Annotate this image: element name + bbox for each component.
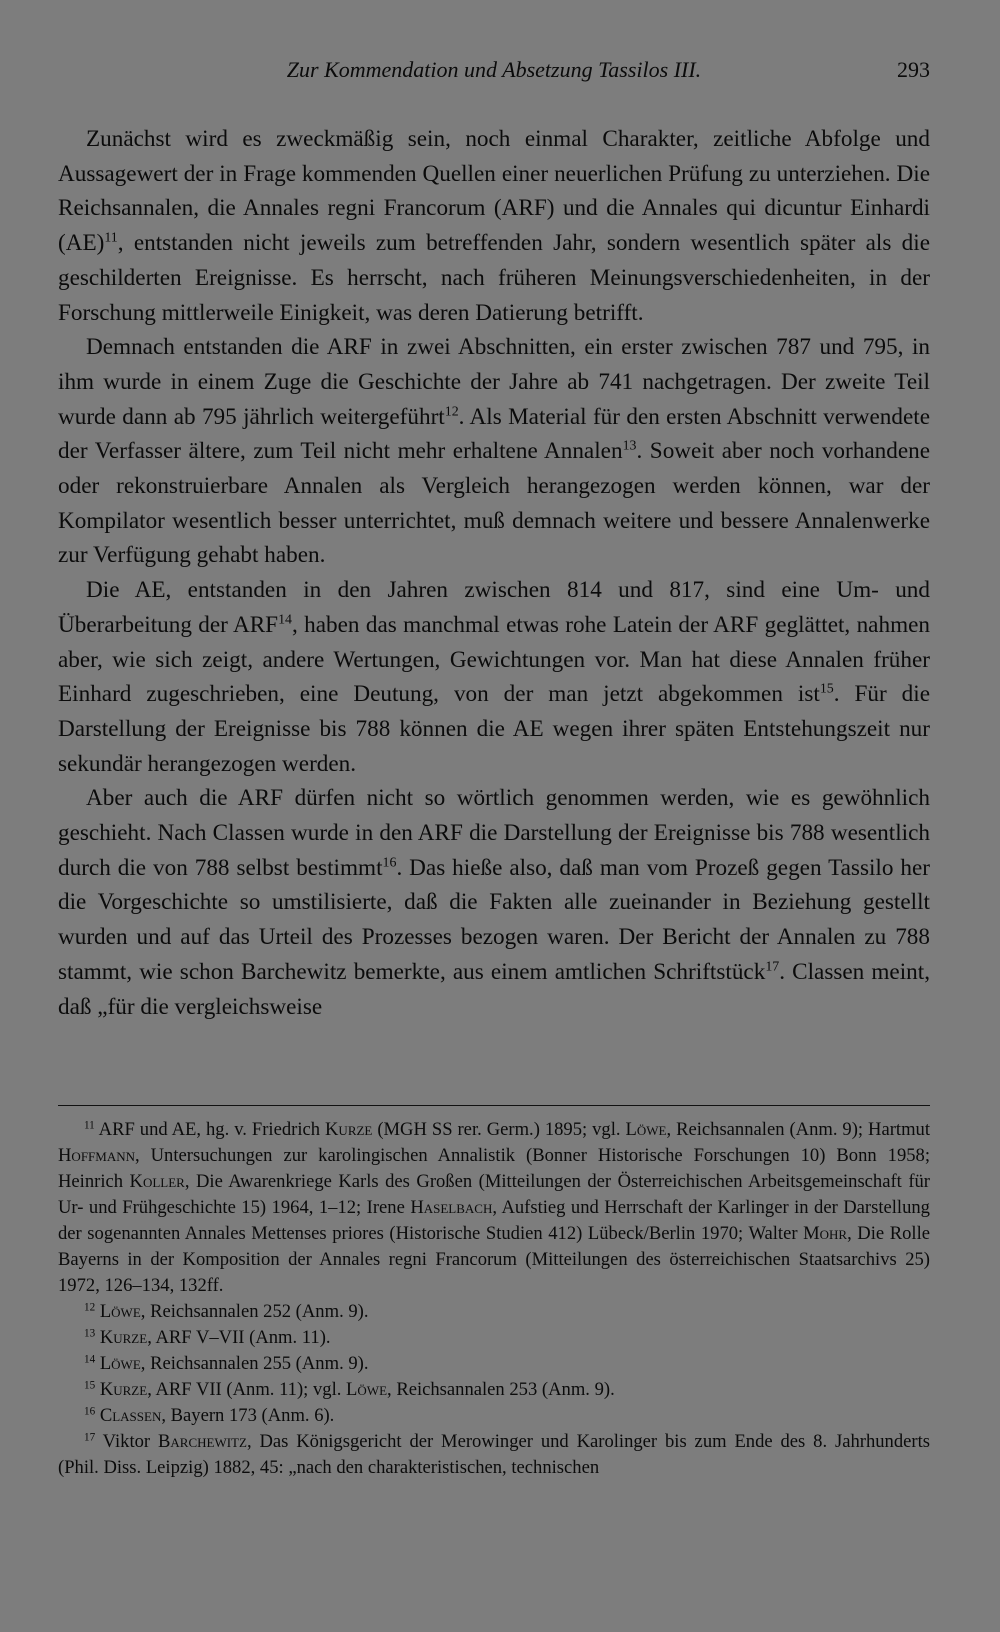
- footnote-separator: [58, 1105, 930, 1106]
- footnote: [58, 1403, 930, 1429]
- text-run: , haben das manchmal etwas rohe Latein der ARF geglättet, nahmen aber, wie sich zeigt, andere Wertungen, Gewichtungen vor. Man hat diese Annalen früher Einhard zugeschrieben, eine Deutung, von der man jetzt abgekommen ist: [58, 611, 930, 708]
- text-run: , Das Königsgericht der Merowinger und Karolinger bis zum Ende des 8. Jahrhunderts (Phil. Diss. Leipzig) 1882, 45: „nach den charakteristischen, technischen: [58, 1431, 930, 1478]
- note-reference: 15: [819, 681, 834, 697]
- text-run: . Soweit aber noch vorhandene oder rekonstruierbare Annalen als Vergleich herangezogen werden können, war der Kompilator wesentlich besser unterrichtet, muß demnach weitere und bessere Annalenwerke zur Verfügung gehabt haben.: [58, 438, 930, 569]
- author-name: Kurze: [325, 1119, 373, 1140]
- page-number: 293: [897, 57, 930, 82]
- text-run: , Die Awarenkriege Karls des Großen (Mitteilungen der Österreichischen Arbeitsgemeinschaft für Ur- und Frühgeschichte 15) 1964, 1–12; Irene: [58, 1171, 930, 1218]
- note-reference: 13: [84, 1327, 96, 1340]
- author-name: Hoffmann: [58, 1145, 135, 1166]
- text-run: ARF und AE, hg. v. Friedrich: [94, 1119, 325, 1140]
- text-run: , Reichsannalen 253 (Anm. 9).: [387, 1379, 615, 1400]
- paragraph: [58, 122, 930, 330]
- footnote: [58, 1117, 930, 1299]
- author-name: Mohr: [803, 1223, 848, 1244]
- text-run: , Reichsannalen 252 (Anm. 9).: [140, 1301, 369, 1322]
- text-run: , Aufstieg und Herrschaft der Karlinger in der Darstellung der sogenannten Annales Mettenses priores (Historische Studien 412) Lübeck/Berlin 1970; Walter: [58, 1197, 930, 1244]
- text-run: , Untersuchungen zur karolingischen Annalistik (Bonner Historische Forschungen 10) Bonn 1958; Heinrich: [58, 1145, 930, 1192]
- footnote: [58, 1351, 930, 1377]
- note-reference: 16: [382, 855, 397, 871]
- text-run: . Das hieße also, daß man vom Prozeß gegen Tassilo her die Vorgeschichte so umstilisierte, daß die Fakten alle zueinander in Beziehung gestellt wurden und auf das Urteil des Prozesses bezogen waren. Der Bericht der Annalen zu 788 stammt, wie schon Barchewitz bemerkte, aus einem amtlichen Schriftstück: [58, 854, 930, 985]
- note-reference: 12: [444, 404, 459, 420]
- text-run: . Classen meint, daß „für die vergleichsweise: [58, 958, 930, 1020]
- note-reference: 17: [84, 1431, 96, 1444]
- footnote: [58, 1325, 930, 1351]
- text-run: . Für die Darstellung der Ereignisse bis 788 können die AE wegen ihrer späten Entstehungszeit nur sekundär herangezogen werden.: [58, 681, 930, 777]
- text-run: , Reichsannalen 255 (Anm. 9).: [140, 1353, 369, 1374]
- text-run: , ARF VII (Anm. 11); vgl.: [147, 1379, 347, 1400]
- note-reference: 11: [104, 230, 118, 246]
- note-reference: 14: [278, 612, 292, 628]
- note-reference: 11: [84, 1119, 95, 1132]
- text-run: Aber auch die ARF dürfen nicht so wörtlich genommen werden, wie es gewöhnlich geschieht. Nach Classen wurde in den ARF die Darstellung der Ereignisse bis 788 wesentlich durch die von 788 selbst bestimmt: [58, 785, 930, 881]
- footnotes: [58, 1117, 930, 1481]
- author-name: Kurze: [99, 1327, 148, 1348]
- page-header: [58, 53, 930, 89]
- text-run: , Die Rolle Bayerns in der Komposition der Annales regni Francorum (Mitteilungen des österreichischen Staatsarchivs 25) 1972, 126–134, 132ff.: [58, 1223, 931, 1296]
- author-name: Löwe: [99, 1353, 141, 1374]
- text-run: , Bayern 173 (Anm. 6).: [161, 1405, 335, 1426]
- main-text: [58, 122, 930, 1024]
- text-run: Zunächst wird es zweckmäßig sein, noch einmal Charakter, zeitliche Abfolge und Aussagewert der in Frage kommenden Quellen einer neuerlichen Prüfung zu unterziehen. Die Reichsannalen, die Annales regni Francorum (ARF) und die Annales qui dicuntur Einhardi (AE): [58, 126, 930, 257]
- paragraph: [58, 781, 930, 1024]
- footnote: [58, 1299, 930, 1325]
- note-reference: 17: [765, 959, 780, 975]
- text-run: , ARF V–VII (Anm. 11).: [147, 1327, 331, 1348]
- text-run: Demnach entstanden die ARF in zwei Abschnitten, ein erster zwischen 787 und 795, in ihm wurde in einem Zuge die Geschichte der Jahre ab 741 nachgetragen. Der zweite Teil wurde dann ab 795 jährlich weitergeführt: [58, 334, 930, 430]
- note-reference: 14: [84, 1353, 96, 1366]
- text-run: Viktor: [95, 1431, 158, 1452]
- author-name: Haselbach: [410, 1197, 493, 1218]
- note-reference: 16: [84, 1405, 96, 1418]
- paragraph: [58, 573, 930, 781]
- footnote: [58, 1377, 930, 1403]
- text-run: , entstanden nicht jeweils zum betreffenden Jahr, sondern wesentlich später als die geschilderten Ereignisse. Es herrscht, nach früheren Meinungsverschiedenheiten, in der Forschung mittlerweile Einigkeit, was deren Datierung betrifft.: [58, 230, 930, 326]
- text-run: . Als Material für den ersten Abschnitt verwendete der Verfasser ältere, zum Teil nicht mehr erhaltene Annalen: [58, 403, 930, 465]
- note-reference: 13: [622, 438, 637, 454]
- running-title: Zur Kommendation und Absetzung Tassilos III.: [286, 57, 702, 82]
- author-name: Kurze: [99, 1379, 148, 1400]
- text-run: Die AE, entstanden in den Jahren zwischen 814 und 817, sind eine Um- und Überarbeitung der ARF: [58, 577, 930, 638]
- author-name: Koller: [129, 1171, 185, 1192]
- footnote: [58, 1429, 930, 1481]
- note-reference: 15: [84, 1379, 96, 1392]
- author-name: Löwe: [625, 1119, 667, 1140]
- author-name: Barchewitz: [157, 1431, 247, 1452]
- author-name: Löwe: [99, 1301, 141, 1322]
- author-name: Löwe: [346, 1379, 388, 1400]
- note-reference: 12: [84, 1301, 96, 1314]
- text-run: , Reichsannalen (Anm. 9); Hartmut: [666, 1119, 930, 1140]
- text-run: (MGH SS rer. Germ.) 1895; vgl.: [372, 1119, 626, 1140]
- paragraph: [58, 330, 930, 573]
- author-name: Classen: [99, 1405, 162, 1426]
